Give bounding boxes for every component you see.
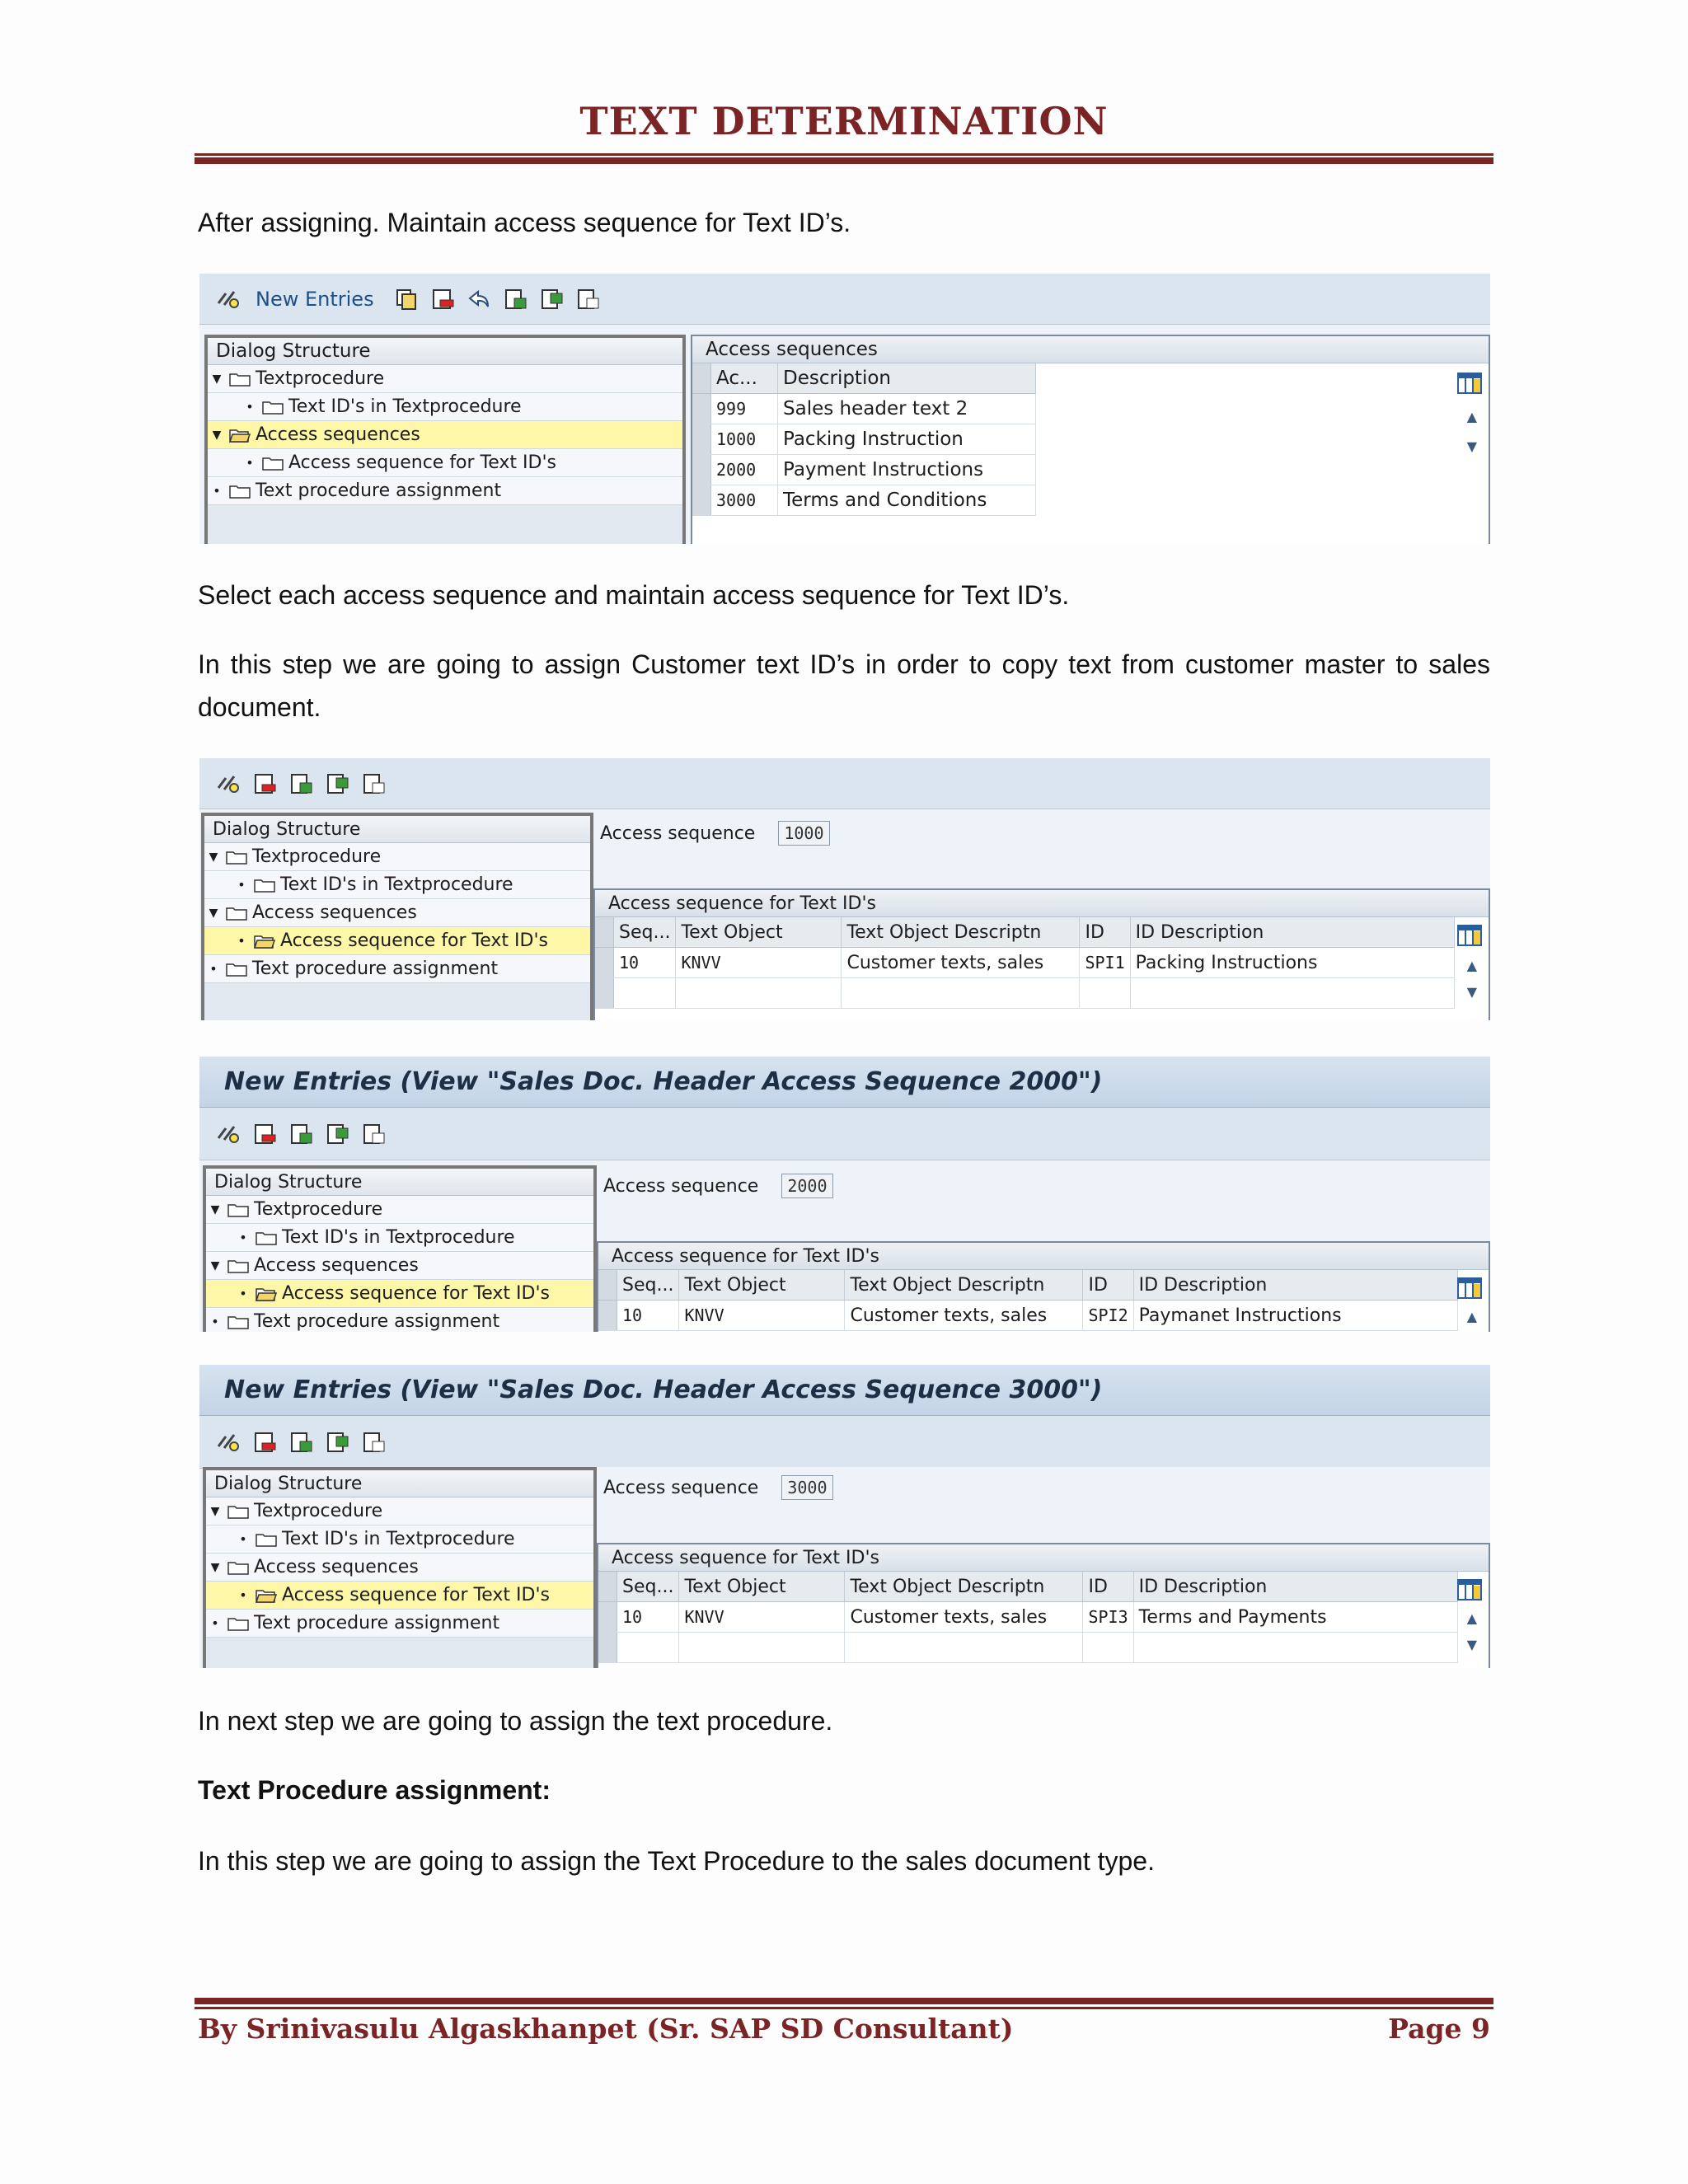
bullet-icon: • [246,399,254,415]
folder-icon [226,906,247,921]
expanded-triangle-icon[interactable]: ▼ [210,1504,220,1518]
bullet-icon: • [239,1531,247,1547]
scroll-down-icon[interactable]: ▼ [1466,984,1477,1000]
deselect-all-icon[interactable] [575,287,600,312]
column-header[interactable]: Text Object [679,1572,845,1602]
change-glasses-icon[interactable] [216,1430,241,1455]
tree-item-text-ids[interactable] [208,393,682,421]
screen-title: New Entries (View "Sales Doc. Header Access Sequence 2000") [199,1057,1490,1108]
table-cell [1130,978,1454,1009]
table-row[interactable] [692,424,1036,455]
text-ids-table-frame [593,888,1490,1020]
table-title: Access sequence for Text ID's [598,1243,1489,1270]
table-cell: Packing Instructions [1130,948,1454,978]
tree-item-access-seq-text-ids[interactable] [206,1582,593,1610]
folder-icon [227,1560,249,1575]
expanded-triangle-icon[interactable]: ▼ [212,428,222,442]
select-all-icon[interactable] [288,1430,313,1455]
table-cell[interactable]: KNVV [679,1602,845,1633]
table-cell: 1000 [711,424,778,455]
table-title: Access sequence for Text ID's [598,1544,1489,1572]
undo-icon[interactable] [467,287,491,312]
column-header[interactable]: ID [1080,917,1130,948]
column-header[interactable]: Text Object Descriptn [842,917,1080,948]
folder-icon [256,1230,277,1245]
table-cell[interactable] [679,1633,845,1663]
tree-item-label: Access sequence for Text ID's [282,1283,550,1304]
column-header[interactable]: Seq... [617,1572,679,1602]
table-cell[interactable]: SPI2 [1083,1301,1133,1331]
select-all-icon[interactable] [288,1122,313,1146]
page-title: TEXT DETERMINATION [579,99,1109,143]
access-sequence-label: Access sequence [600,823,756,844]
table-title: Access sequences [692,336,1489,363]
table-cell: Terms and Payments [1133,1602,1457,1633]
toolbar [199,758,1490,809]
tree-item-label: Textprocedure [252,846,382,867]
folder-icon [229,484,251,499]
tree-item-label: Access sequences [252,902,417,923]
table-row[interactable] [692,485,1036,516]
toolbar [199,1416,1490,1469]
access-sequence-field[interactable]: 2000 [781,1174,832,1198]
table-cell: Payment Instructions [778,455,1036,485]
tree-item-label: Access sequence for Text ID's [280,930,548,951]
column-header[interactable]: Seq... [614,917,676,948]
table-cell[interactable] [1080,978,1130,1009]
delete-icon[interactable] [252,1430,277,1455]
table-cell[interactable]: 10 [617,1301,679,1331]
column-settings-icon[interactable] [1457,1277,1482,1299]
table-cell: Customer texts, sales [845,1301,1083,1331]
table-title: Access sequence for Text ID's [595,890,1489,917]
bullet-icon: • [239,1286,247,1301]
column-header[interactable]: ID [1083,1572,1133,1602]
paragraph: After assigning. Maintain access sequence for Text ID’s. [198,208,851,237]
paragraph: In this step we are going to assign Customer text ID’s in order to copy text from customer master to sales document. [198,649,1490,722]
folder-icon [254,878,275,893]
deselect-all-icon[interactable] [361,771,386,796]
detail-pane [597,1165,1490,1332]
tree-item-label: Access sequences [256,424,420,445]
select-all-cell[interactable] [598,1572,617,1602]
tree-item-textprocedure[interactable] [206,1497,593,1526]
tree-item-text-ids[interactable] [206,1224,593,1252]
access-sequence-field[interactable]: 1000 [778,821,829,846]
column-header[interactable]: Text Object Descriptn [845,1270,1083,1301]
tree-item-access-sequences[interactable] [208,421,682,449]
access-sequences-pane [691,335,1490,544]
open-folder-icon [256,1286,277,1301]
sap-screenshot-access-sequences [199,274,1490,544]
tree-item-label: Access sequences [254,1255,419,1276]
tree-item-label: Textprocedure [254,1199,383,1220]
bullet-icon: • [239,1587,247,1603]
bullet-icon: • [237,877,246,893]
table-cell: 999 [711,394,778,424]
table-header-row [598,1270,1457,1301]
column-header[interactable]: ID Description [1130,917,1454,948]
access-sequence-row [600,821,830,846]
dialog-structure-pane [204,335,686,544]
row-selector[interactable] [598,1301,617,1331]
panes [199,813,1490,1020]
column-header[interactable]: Description [778,363,1036,394]
select-all-cell[interactable] [595,917,614,948]
tree-item-label: Text procedure assignment [256,480,502,501]
table-cell[interactable] [676,978,842,1009]
expanded-triangle-icon[interactable]: ▼ [210,1258,220,1272]
detail-pane [593,813,1490,1020]
row-selector[interactable] [692,394,711,424]
column-header[interactable]: Text Object Descriptn [845,1572,1083,1602]
folder-icon [262,456,284,471]
table-cell[interactable]: 10 [614,948,676,978]
scroll-up-icon[interactable]: ▲ [1466,1610,1477,1626]
header-rule-thin [195,153,1493,156]
tree-item-access-sequences[interactable] [204,899,590,927]
table-header-row [595,917,1454,948]
header-rule-thick [195,157,1493,164]
select-all-icon[interactable] [503,287,528,312]
tree-item-textprocedure[interactable] [206,1196,593,1224]
table-cell: 3000 [711,485,778,516]
paragraph: Select each access sequence and maintain access sequence for Text ID’s. [198,580,1070,610]
table-cell[interactable] [1083,1633,1133,1663]
sap-screenshot-access-seq-3000 [199,1365,1490,1668]
deselect-all-icon[interactable] [361,1430,386,1455]
change-glasses-icon[interactable] [216,287,241,312]
expanded-triangle-icon[interactable]: ▼ [209,906,218,920]
open-folder-icon [229,428,251,443]
table-cell: 2000 [711,455,778,485]
dialog-structure-title: Dialog Structure [208,338,682,365]
table-row[interactable] [692,394,1036,424]
folder-icon [227,1315,249,1329]
table-cell: Sales header text 2 [778,394,1036,424]
tree-item-label: Text procedure assignment [254,1613,500,1633]
table-cell[interactable]: SPI3 [1083,1602,1133,1633]
text-ids-table [595,917,1455,1009]
access-sequences-table-frame [691,335,1490,544]
tree-item-text-procedure-assignment[interactable] [204,955,590,983]
folder-icon [229,372,251,387]
tree-item-text-procedure-assignment[interactable] [208,477,682,505]
dialog-structure-pane [203,1165,597,1332]
scroll-up-icon[interactable]: ▲ [1466,1309,1477,1324]
dialog-structure-pane [201,813,593,1020]
column-header[interactable]: Ac... [711,363,778,394]
folder-icon [227,1202,249,1217]
select-all-cell[interactable] [692,363,711,394]
table-row[interactable] [692,455,1036,485]
folder-icon [226,962,247,977]
text-ids-table-frame [597,1241,1490,1332]
scroll-down-icon[interactable]: ▼ [1466,438,1477,454]
table-cell: Packing Instruction [778,424,1036,455]
open-folder-icon [256,1588,277,1603]
column-header[interactable]: Text Object [676,917,842,948]
access-sequence-row [603,1475,833,1500]
tree-item-label: Text procedure assignment [252,958,499,979]
panes [199,1467,1490,1668]
tree-item-label: Text ID's in Textprocedure [282,1529,515,1549]
access-sequence-label: Access sequence [603,1477,759,1498]
row-selector[interactable] [598,1602,617,1633]
column-header[interactable]: Seq... [617,1270,679,1301]
dialog-structure-title: Dialog Structure [206,1169,593,1196]
column-header[interactable]: ID [1083,1270,1133,1301]
delete-icon[interactable] [252,771,277,796]
table-cell[interactable]: SPI1 [1080,948,1130,978]
change-glasses-icon[interactable] [216,1122,241,1146]
table-row-empty[interactable] [595,978,1454,1009]
scroll-up-icon[interactable]: ▲ [1466,958,1477,973]
dialog-structure-title: Dialog Structure [204,816,590,843]
tree-item-textprocedure[interactable] [204,843,590,871]
select-block-icon[interactable] [325,1430,349,1455]
expanded-triangle-icon[interactable]: ▼ [212,372,222,386]
column-settings-icon[interactable] [1457,925,1482,946]
column-header[interactable]: ID Description [1133,1270,1457,1301]
tree-item-text-procedure-assignment[interactable] [206,1308,593,1332]
page-header [195,99,1493,143]
select-all-icon[interactable] [288,771,313,796]
select-block-icon[interactable] [325,771,349,796]
tree-item-text-ids[interactable] [206,1526,593,1554]
table-cell [845,1633,1083,1663]
dialog-structure-title: Dialog Structure [206,1470,593,1497]
tree-item-label: Textprocedure [254,1501,383,1521]
access-sequence-row [603,1174,833,1198]
column-settings-icon[interactable] [1457,1579,1482,1601]
page-number: Page 9 [1388,2013,1490,2045]
row-selector[interactable] [692,455,711,485]
folder-icon [227,1616,249,1631]
row-selector[interactable] [598,1633,617,1663]
select-all-cell[interactable] [598,1270,617,1301]
folder-icon [262,400,284,415]
paragraph: In this step we are going to assign the Text Procedure to the sales document type. [198,1846,1155,1876]
panes [199,335,1490,544]
tree-item-label: Text ID's in Textprocedure [280,874,513,895]
table-cell[interactable] [614,978,676,1009]
toolbar [199,1108,1490,1160]
access-sequences-table [692,363,1036,516]
delete-icon[interactable] [430,287,455,312]
section-heading: Text Procedure assignment: [198,1775,551,1805]
footer-author: By Srinivasulu Algaskhanpet (Sr. SAP SD Consultant) [198,2013,1014,2045]
new-entries-button[interactable]: New Entries [256,287,374,311]
toolbar [199,274,1490,325]
table-cell [842,978,1080,1009]
dialog-structure-pane [203,1467,597,1668]
access-sequence-field[interactable]: 3000 [781,1475,832,1500]
folder-icon [256,1532,277,1547]
table-cell: Customer texts, sales [845,1602,1083,1633]
open-folder-icon [254,934,275,949]
table-cell[interactable]: 10 [617,1602,679,1633]
table-cell[interactable]: KNVV [676,948,842,978]
table-cell [1133,1633,1457,1663]
tree-item-access-seq-text-ids[interactable] [204,927,590,955]
tree-item-access-seq-text-ids[interactable] [208,449,682,477]
bullet-icon: • [211,1615,219,1631]
tree-item-label: Access sequence for Text ID's [282,1585,550,1605]
folder-icon [227,1258,249,1273]
tree-item-label: Access sequence for Text ID's [288,452,556,473]
table-header-row [598,1572,1457,1602]
table-header-row [692,363,1036,394]
column-settings-icon[interactable] [1457,373,1482,394]
bullet-icon: • [213,483,221,499]
table-row[interactable] [598,1602,1457,1633]
footer-rule-thick [195,1998,1493,2004]
row-selector[interactable] [595,948,614,978]
tree-item-label: Text procedure assignment [254,1311,500,1332]
copy-icon[interactable] [394,287,419,312]
text-ids-table [598,1572,1458,1663]
sap-screenshot-access-seq-1000 [199,758,1490,1020]
scroll-down-icon[interactable]: ▼ [1466,1637,1477,1652]
expanded-triangle-icon[interactable]: ▼ [210,1560,220,1574]
table-cell: Customer texts, sales [842,948,1080,978]
table-row[interactable] [595,948,1454,978]
select-block-icon[interactable] [325,1122,349,1146]
expanded-triangle-icon[interactable]: ▼ [209,850,218,864]
tree-item-label: Text ID's in Textprocedure [288,396,522,417]
bullet-icon: • [239,1230,247,1245]
text-ids-table [598,1270,1458,1331]
column-header[interactable]: Text Object [679,1270,845,1301]
folder-icon [227,1504,249,1519]
access-sequence-label: Access sequence [603,1175,759,1197]
table-cell[interactable] [617,1633,679,1663]
row-selector[interactable] [692,485,711,516]
table-cell[interactable]: KNVV [679,1301,845,1331]
bullet-icon: • [209,961,218,977]
panes [199,1165,1490,1332]
table-row-empty[interactable] [598,1633,1457,1663]
text-ids-table-frame [597,1543,1490,1668]
table-cell: Terms and Conditions [778,485,1036,516]
tree-item-label: Text ID's in Textprocedure [282,1227,515,1248]
change-glasses-icon[interactable] [216,771,241,796]
bullet-icon: • [246,455,254,471]
column-header[interactable]: ID Description [1133,1572,1457,1602]
row-selector[interactable] [595,978,614,1009]
paragraph: In next step we are going to assign the text procedure. [198,1706,833,1736]
sap-screenshot-access-seq-2000 [199,1057,1490,1332]
expanded-triangle-icon[interactable]: ▼ [210,1202,220,1216]
delete-icon[interactable] [252,1122,277,1146]
table-row[interactable] [598,1301,1457,1331]
scroll-up-icon[interactable]: ▲ [1466,409,1477,424]
footer-rule-thin [195,2007,1493,2009]
table-cell: Paymanet Instructions [1133,1301,1457,1331]
tree-item-textprocedure[interactable] [208,365,682,393]
tree-item-access-sequences[interactable] [206,1554,593,1582]
row-selector[interactable] [692,424,711,455]
tree-item-text-ids[interactable] [204,871,590,899]
detail-pane [597,1467,1490,1668]
bullet-icon: • [237,933,246,949]
tree-item-access-sequences[interactable] [206,1252,593,1280]
tree-item-text-procedure-assignment[interactable] [206,1610,593,1638]
folder-icon [226,850,247,865]
screen-title: New Entries (View "Sales Doc. Header Access Sequence 3000") [199,1365,1490,1416]
tree-item-label: Access sequences [254,1557,419,1577]
select-block-icon[interactable] [539,287,564,312]
bullet-icon: • [211,1314,219,1329]
tree-item-label: Textprocedure [256,368,385,389]
tree-item-access-seq-text-ids[interactable] [206,1280,593,1308]
deselect-all-icon[interactable] [361,1122,386,1146]
